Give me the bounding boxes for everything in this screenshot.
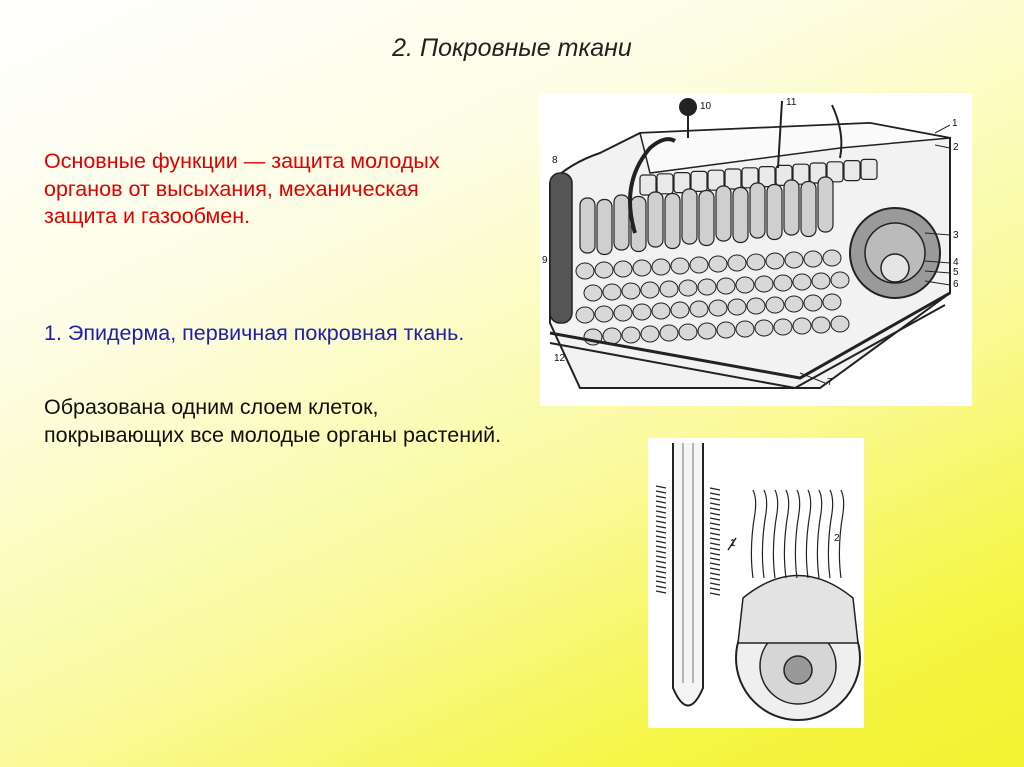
leaf-label-8: 8 (552, 155, 558, 166)
leaf-label-12: 12 (554, 353, 566, 364)
leaf-label-3: 3 (953, 230, 959, 241)
leaf-label-1: 1 (952, 118, 958, 129)
leaf-label-2: 2 (953, 142, 959, 153)
leaf-cross-section-drawing (540, 93, 972, 406)
root-label-1: 1 (730, 538, 736, 549)
slide-title: 2. Покровные ткани (392, 34, 632, 62)
root-tip-drawing (648, 438, 864, 728)
leaf-label-4: 4 (953, 257, 959, 268)
leaf-label-9: 9 (542, 255, 548, 266)
leaf-label-6: 6 (953, 279, 959, 290)
root-tip-figure (648, 438, 864, 728)
epidermis-description: Образована одним слоем клеток, покрывающих все молодые органы растений. (44, 395, 502, 447)
leaf-cross-section-figure (540, 93, 972, 406)
leaf-label-10: 10 (700, 101, 712, 112)
epidermis-heading: 1. Эпидерма, первичная покровная ткань. (44, 321, 465, 345)
leaf-label-11: 11 (786, 97, 797, 108)
root-label-2: 2 (834, 533, 840, 544)
functions-text: Основные функции — защита молодых органов от высыхания, механическая защита и газообмен. (44, 149, 440, 228)
leaf-label-5: 5 (953, 267, 959, 278)
leaf-label-7: 7 (827, 377, 833, 388)
